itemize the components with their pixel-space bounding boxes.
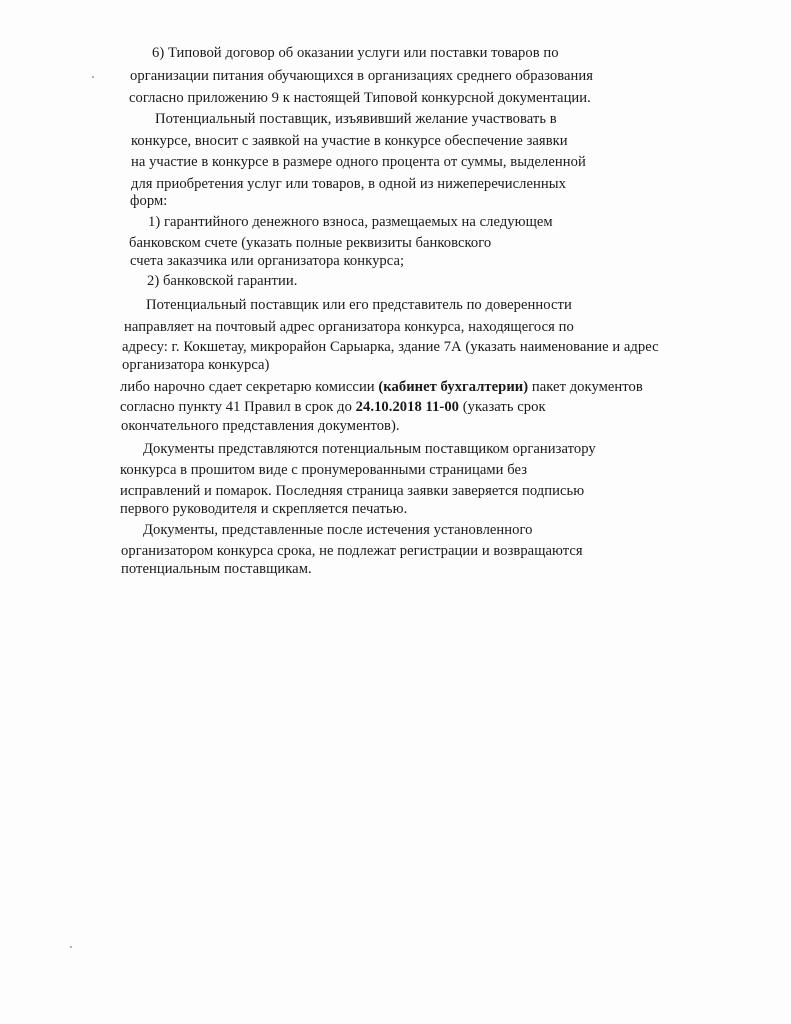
- text-line: организатором конкурса срока, не подлежат регистрации и возвращаются: [121, 543, 583, 559]
- text-line: направляет на почтовый адрес организатора конкурса, находящегося по: [124, 319, 574, 335]
- bold-text-deadline: 24.10.2018 11-00: [355, 399, 460, 415]
- text-segment: либо нарочно сдает секретарю комиссии: [120, 379, 379, 395]
- text-line: организатора конкурса): [122, 357, 270, 373]
- text-line: организации питания обучающихся в организациях среднего образования: [130, 68, 593, 84]
- text-line: согласно приложению 9 к настоящей Типовой конкурсной документации.: [129, 90, 591, 106]
- text-line: форм:: [130, 193, 168, 209]
- text-line: 2) банковской гарантии.: [147, 273, 298, 289]
- text-segment: (указать срок: [459, 399, 546, 415]
- text-line: 6) Типовой договор об оказании услуги или поставки товаров по: [152, 45, 559, 61]
- scan-speck: [70, 946, 72, 948]
- text-line-deadline: [120, 398, 546, 416]
- text-line: 1) гарантийного денежного взноса, размещаемых на следующем: [148, 214, 553, 230]
- text-line: конкурса в прошитом виде с пронумерованными страницами без: [120, 462, 528, 478]
- text-line: Документы представляются потенциальным поставщиком организатору: [143, 441, 596, 457]
- text-line: исправлений и помарок. Последняя страница заявки заверяется подписью: [120, 483, 585, 499]
- text-line: Потенциальный поставщик, изъявивший желание участвовать в: [155, 111, 557, 127]
- text-segment: пакет документов: [528, 379, 643, 395]
- text-line: потенциальным поставщикам.: [121, 561, 312, 577]
- bold-text-office: (кабинет бухгалтерии): [378, 379, 529, 395]
- scan-speck: [92, 76, 94, 78]
- text-line: банковском счете (указать полные реквизиты банковского: [129, 235, 492, 251]
- text-line-submission: [120, 378, 643, 396]
- text-line: окончательного представления документов).: [121, 418, 400, 434]
- text-line: первого руководителя и скрепляется печатью.: [120, 501, 408, 517]
- text-line: адресу: г. Кокшетау, микрорайон Сарыарка, здание 7А (указать наименование и адрес: [122, 339, 659, 355]
- text-line: конкурсе, вносит с заявкой на участие в конкурсе обеспечение заявки: [131, 133, 568, 149]
- text-line: счета заказчика или организатора конкурса;: [130, 253, 405, 269]
- text-line: Потенциальный поставщик или его представитель по доверенности: [146, 297, 572, 313]
- text-line: Документы, представленные после истечения установленного: [143, 522, 533, 538]
- text-line: на участие в конкурсе в размере одного процента от суммы, выделенной: [131, 154, 586, 170]
- text-segment: согласно пункту 41 Правил в срок до: [120, 399, 356, 415]
- text-line: для приобретения услуг или товаров, в одной из нижеперечисленных: [131, 176, 566, 192]
